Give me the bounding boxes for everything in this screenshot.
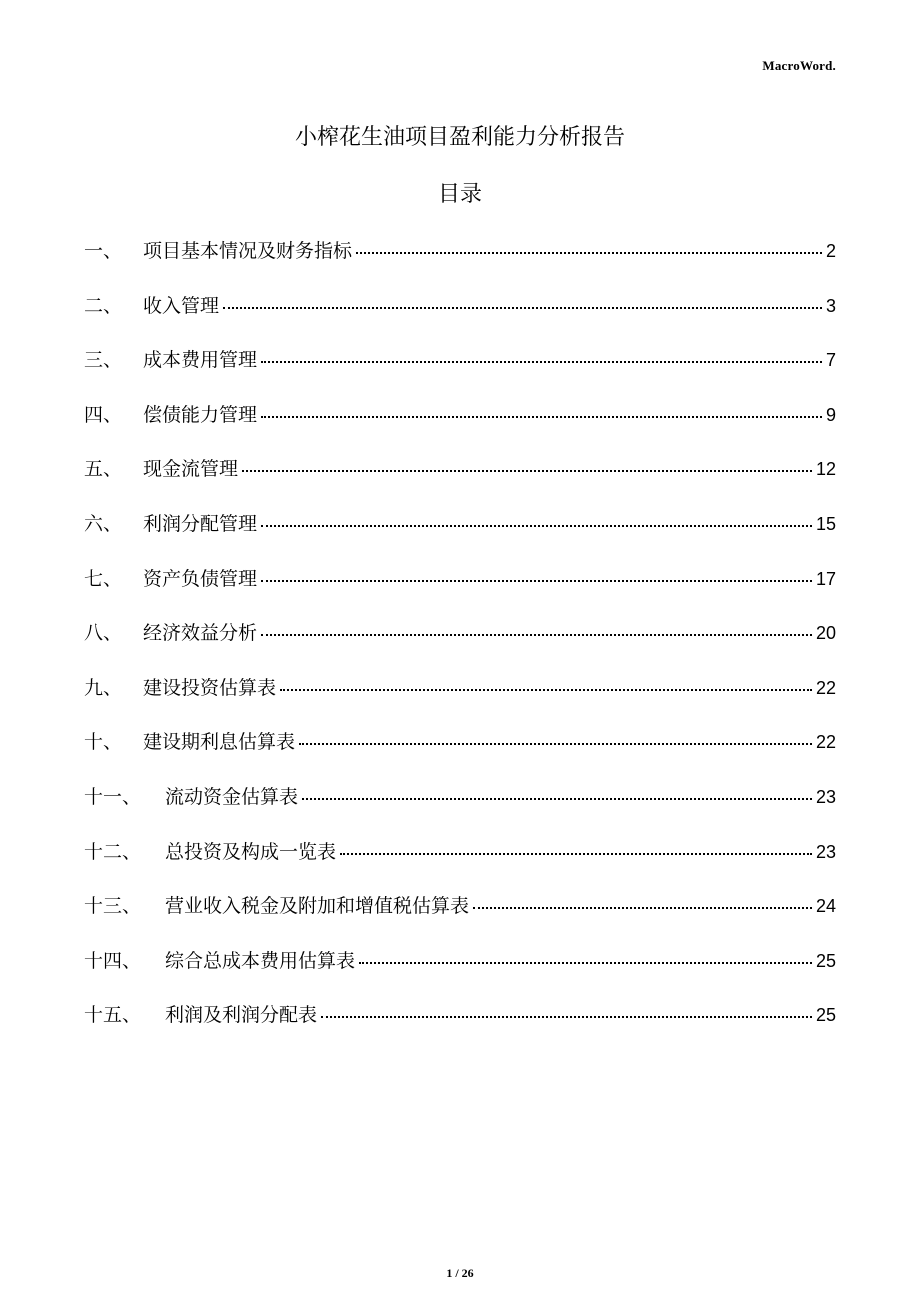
toc-entry-label: 建设期利息估算表	[143, 731, 296, 754]
toc-dot-leader	[340, 838, 812, 858]
toc-dot-leader	[280, 674, 812, 694]
toc-entry-15[interactable]	[84, 1000, 836, 1055]
toc-entry-7[interactable]	[84, 564, 836, 619]
toc-entry-label: 经济效益分析	[143, 622, 258, 645]
toc-entry-label: 成本费用管理	[143, 349, 258, 372]
toc-entry-number: 十二、	[84, 840, 142, 863]
toc-entry-page: 7	[825, 350, 836, 371]
toc-entry-10[interactable]	[84, 727, 836, 782]
toc-dot-leader	[261, 510, 812, 530]
toc-heading: 目录	[437, 182, 482, 207]
toc-entry-page: 25	[815, 950, 836, 971]
toc-entry-page: 22	[815, 732, 836, 753]
toc-entry-number: 十三、	[84, 895, 142, 918]
toc-entry-11[interactable]	[84, 782, 836, 837]
toc-entry-6[interactable]	[84, 509, 836, 564]
toc-entry-number: 五、	[84, 458, 123, 481]
header-brand: MacroWord.	[762, 58, 836, 73]
toc-entry-number: 一、	[84, 240, 123, 262]
toc-dot-leader	[242, 455, 812, 475]
toc-dot-leader	[261, 565, 812, 585]
toc-dot-leader	[223, 292, 822, 312]
toc-dot-leader	[356, 237, 822, 257]
toc-entry-page: 23	[815, 841, 836, 862]
toc-dot-leader	[299, 728, 812, 748]
toc-entry-label: 现金流管理	[143, 458, 239, 481]
document-title: 小榨花生油项目盈利能力分析报告	[294, 125, 625, 150]
toc-entry-number: 七、	[84, 567, 123, 590]
toc-entry-label: 营业收入税金及附加和增值税估算表	[165, 895, 470, 918]
toc-entry-number: 八、	[84, 622, 123, 645]
toc-entry-12[interactable]	[84, 837, 836, 892]
toc-dot-leader	[261, 401, 822, 421]
toc-entry-5[interactable]	[84, 454, 836, 509]
toc-entry-number: 四、	[84, 403, 123, 426]
toc-entry-page: 25	[815, 1005, 836, 1026]
toc-entry-page: 24	[815, 896, 836, 917]
toc-entry-number: 十、	[84, 731, 123, 754]
toc-entry-page: 12	[815, 459, 836, 480]
toc-entry-number: 十四、	[84, 949, 142, 972]
toc-entry-label: 偿债能力管理	[143, 403, 258, 426]
toc-entry-8[interactable]	[84, 618, 836, 673]
toc-entry-label: 总投资及构成一览表	[165, 840, 337, 863]
toc-dot-leader	[302, 783, 812, 803]
toc-entry-9[interactable]	[84, 673, 836, 728]
toc-entry-number: 六、	[84, 512, 123, 535]
toc-entry-page: 17	[815, 568, 836, 589]
toc-entry-page: 20	[815, 623, 836, 644]
table-of-contents	[84, 236, 836, 1055]
toc-entry-label: 资产负债管理	[143, 567, 258, 590]
toc-entry-page: 23	[815, 786, 836, 807]
toc-entry-14[interactable]	[84, 946, 836, 1001]
toc-dot-leader	[473, 892, 812, 912]
toc-entry-4[interactable]	[84, 400, 836, 455]
toc-dot-leader	[359, 947, 812, 967]
toc-entry-number: 三、	[84, 349, 123, 372]
toc-entry-label: 利润分配管理	[143, 512, 258, 535]
toc-entry-page: 22	[815, 677, 836, 698]
toc-entry-label: 综合总成本费用估算表	[165, 949, 356, 972]
toc-entry-label: 项目基本情况及财务指标	[143, 240, 353, 262]
toc-entry-2[interactable]	[84, 291, 836, 346]
toc-entry-label: 收入管理	[143, 294, 220, 317]
toc-entry-label: 利润及利润分配表	[165, 1004, 318, 1027]
toc-dot-leader	[261, 346, 822, 366]
toc-entry-number: 十一、	[84, 785, 142, 808]
toc-entry-label: 建设投资估算表	[143, 676, 277, 699]
toc-entry-3[interactable]	[84, 345, 836, 400]
toc-entry-page: 3	[825, 295, 836, 316]
toc-entry-number: 十五、	[84, 1004, 142, 1027]
toc-dot-leader	[321, 1001, 812, 1021]
toc-entry-page: 9	[825, 404, 836, 425]
toc-entry-1[interactable]	[84, 236, 836, 291]
toc-entry-number: 九、	[84, 676, 123, 699]
toc-entry-page: 2	[825, 241, 836, 261]
page-number: 1 / 26	[446, 1266, 474, 1280]
toc-entry-page: 15	[815, 513, 836, 534]
toc-entry-13[interactable]	[84, 891, 836, 946]
toc-dot-leader	[261, 619, 812, 639]
toc-entry-number: 二、	[84, 294, 123, 317]
toc-entry-label: 流动资金估算表	[165, 785, 299, 808]
